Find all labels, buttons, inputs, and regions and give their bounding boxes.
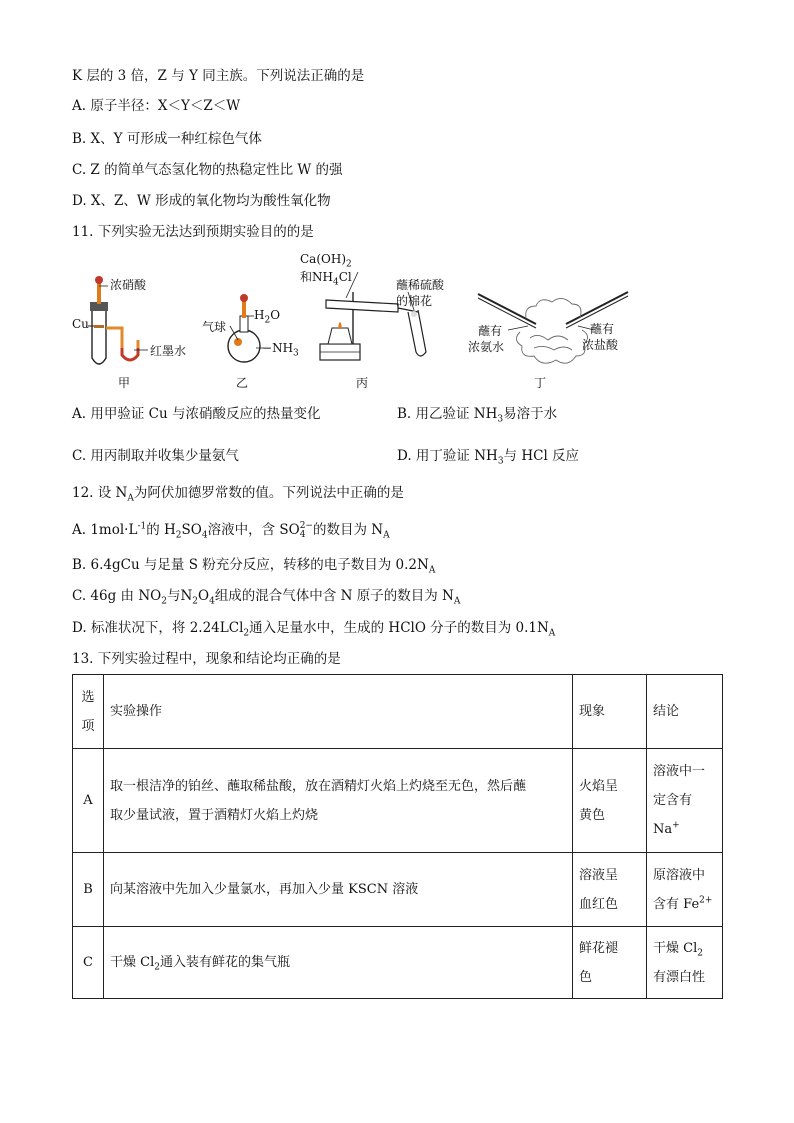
- row-operation: 取一根洁净的铂丝、蘸取稀盐酸，放在酒精灯火焰上灼烧至无色，然后蘸 取少量试液，置于酒精灯火焰上灼烧: [104, 749, 573, 853]
- label-dip-ammonia-2: 浓氨水: [468, 340, 505, 354]
- figure-bing: [298, 252, 448, 390]
- row-operation: 干燥 $Cl_2$通入装有鲜花的集气瓶: [104, 927, 573, 999]
- q11-option-a: A. 用甲验证 Cu 与浓硝酸反应的热量变化: [72, 406, 321, 422]
- table-row: [73, 927, 723, 999]
- row-option-label: C: [73, 927, 104, 999]
- q10-option-c: C. Z 的简单气态氢化物的热稳定性比 W 的强: [72, 162, 343, 178]
- q12-stem: 12. 设 $N_A$为阿伏加德罗常数的值。下列说法中正确的是: [72, 485, 404, 504]
- label-caoh2: $Ca(OH)_2$: [300, 252, 352, 270]
- q10-option-a: A. 原子半径：X＜Y＜Z＜W: [72, 98, 241, 114]
- table-header-row: [73, 675, 723, 749]
- row-option-label: B: [73, 853, 104, 927]
- q10-option-d: D. X、Z、W 形成的氧化物均为酸性氧化物: [72, 193, 331, 209]
- q11-option-b: B. 用乙验证 $NH_3$易溶于水: [397, 406, 558, 425]
- caption-yi: 乙: [236, 376, 249, 390]
- label-cotton: 的棉花: [396, 294, 433, 308]
- row-phenomenon: 鲜花褪 色: [573, 927, 647, 999]
- experiment-table: [72, 674, 723, 999]
- q10-option-b: B. X、Y 可形成一种红棕色气体: [72, 131, 262, 147]
- figure-jia: [70, 270, 190, 390]
- row-conclusion: 溶液中一 定含有 Na+: [647, 749, 723, 853]
- q10-stem-tail: K 层的 3 倍，Z 与 Y 同主族。下列说法正确的是: [72, 68, 365, 84]
- label-conc-nitric-acid: 浓硝酸: [110, 278, 147, 292]
- row-phenomenon: 火焰呈 黄色: [573, 749, 647, 853]
- label-cu: Cu: [72, 317, 89, 331]
- label-nh4cl: 和$NH_4Cl$: [300, 270, 352, 288]
- row-phenomenon: 溶液呈 血红色: [573, 853, 647, 927]
- label-balloon: 气球: [202, 320, 227, 334]
- label-dip-hcl-2: 浓盐酸: [582, 338, 619, 352]
- table-row: [73, 853, 723, 927]
- header-operation: 实验操作: [104, 675, 573, 749]
- q12-option-a: A. $1mol\cdot L^{-1}$的 $H_2SO_4$溶液中，含 SO 2− 4 的数目为 $N_A$: [72, 520, 390, 541]
- caption-ding: 丁: [534, 376, 547, 390]
- header-conclusion: 结论: [647, 675, 723, 749]
- q13-stem: 13. 下列实验过程中，现象和结论均正确的是: [72, 651, 341, 667]
- figure-ding: [468, 288, 638, 390]
- label-ammonia: $-NH_3$: [262, 341, 299, 359]
- q11-option-d: D. 用丁验证 $NH_3$与 HCl 反应: [397, 448, 580, 467]
- row-conclusion: 干燥 $Cl_2$ 有漂白性: [647, 927, 723, 999]
- q12-option-d: D. 标准状况下，将 2.24LCl$_2$通入足量水中，生成的 HClO 分子的数目为 $0.1N_A$: [72, 620, 556, 639]
- label-dip-hcl-1: 蘸有: [590, 322, 615, 336]
- figure-yi: [198, 286, 298, 390]
- q12-option-c: C. 46g 由 $NO_2$与$N_2O_4$组成的混合气体中含 N 原子的数目为 $N_A$: [72, 588, 461, 607]
- label-dilute-sulfuric: 蘸稀硫酸: [396, 278, 445, 292]
- caption-bing: 丙: [356, 376, 369, 390]
- header-phenomenon: 现象: [573, 675, 647, 749]
- table-row: [73, 749, 723, 853]
- caption-jia: 甲: [118, 376, 131, 390]
- label-dip-ammonia-1: 蘸有: [478, 324, 503, 338]
- row-option-label: A: [73, 749, 104, 853]
- q11-stem: 11. 下列实验无法达到预期实验目的的是: [72, 224, 314, 240]
- row-conclusion: 原溶液中 含有 $Fe^{2+}$: [647, 853, 723, 927]
- q11-option-c: C. 用丙制取并收集少量氨气: [72, 448, 239, 464]
- header-option: 选 项: [73, 675, 104, 749]
- label-red-ink: 红墨水: [150, 344, 187, 358]
- label-water: $H_2O$: [254, 308, 281, 326]
- q12-option-b: B. 6.4gCu 与足量 S 粉充分反应，转移的电子数目为 $0.2N_A$: [72, 557, 436, 576]
- row-operation: 向某溶液中先加入少量氯水，再加入少量 KSCN 溶液: [104, 853, 573, 927]
